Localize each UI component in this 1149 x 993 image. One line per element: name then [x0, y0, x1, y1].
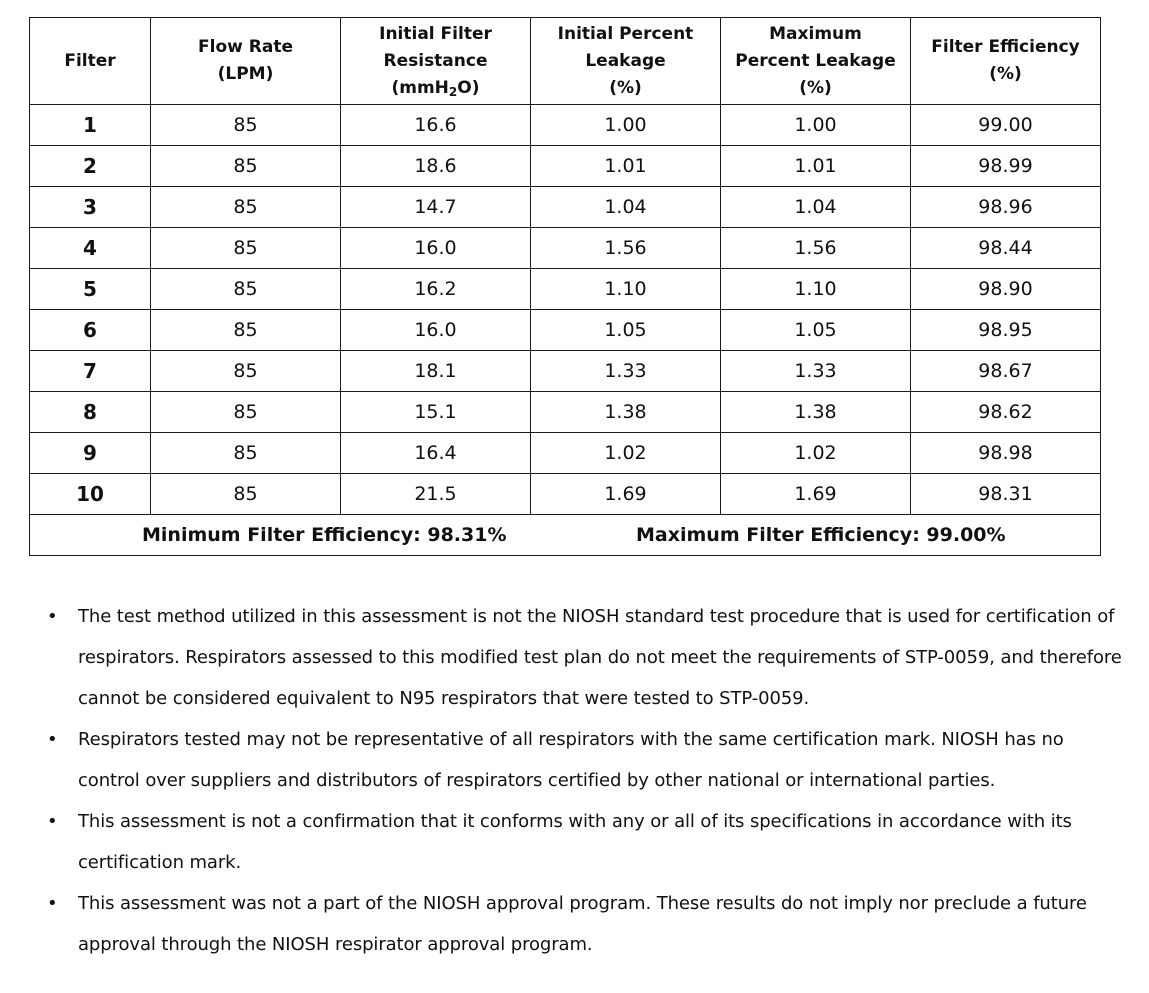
- max-efficiency-summary: Maximum Filter Efficiency: 99.00%: [636, 524, 1006, 546]
- cell-filter: 3: [30, 187, 151, 228]
- table-row: [30, 392, 1101, 433]
- cell-flow-rate: 85: [151, 269, 341, 310]
- note-text: Respirators tested may not be representative of all respirators with the same certification mark. NIOSH has no control over suppliers and distributors of respirators certified by other national or international parties.: [78, 729, 1064, 791]
- filter-results-table: [29, 17, 1101, 556]
- cell-initial-leakage: 1.33: [531, 351, 721, 392]
- cell-resistance: 16.0: [341, 310, 531, 351]
- cell-max-leakage: 1.01: [721, 146, 911, 187]
- cell-max-leakage: 1.38: [721, 392, 911, 433]
- cell-max-leakage: 1.02: [721, 433, 911, 474]
- cell-efficiency: 98.31: [911, 474, 1101, 515]
- note-item: [47, 883, 1127, 965]
- cell-efficiency: 98.62: [911, 392, 1101, 433]
- header-initial-leakage-line1: Initial Percent: [557, 23, 694, 44]
- note-text: This assessment is not a confirmation that it conforms with any or all of its specifications in accordance with its certification mark.: [78, 811, 1072, 873]
- cell-filter: 2: [30, 146, 151, 187]
- cell-filter: 7: [30, 351, 151, 392]
- cell-flow-rate: 85: [151, 392, 341, 433]
- cell-filter: 4: [30, 228, 151, 269]
- cell-filter: 5: [30, 269, 151, 310]
- summary-cell: [30, 515, 1101, 556]
- cell-initial-leakage: 1.10: [531, 269, 721, 310]
- cell-filter: 9: [30, 433, 151, 474]
- cell-flow-rate: 85: [151, 433, 341, 474]
- header-efficiency-line2: (%): [989, 64, 1022, 84]
- cell-initial-leakage: 1.02: [531, 433, 721, 474]
- header-initial-leakage-line3: (%): [609, 77, 642, 98]
- header-max-leakage-line1: Maximum: [769, 23, 862, 44]
- cell-efficiency: 98.96: [911, 187, 1101, 228]
- cell-flow-rate: 85: [151, 310, 341, 351]
- header-flow-rate-line1: Flow Rate: [198, 37, 293, 57]
- header-flow-rate: [151, 18, 341, 105]
- cell-max-leakage: 1.69: [721, 474, 911, 515]
- cell-filter: 8: [30, 392, 151, 433]
- note-item: [47, 801, 1127, 883]
- table-row: [30, 146, 1101, 187]
- table-row: [30, 187, 1101, 228]
- cell-efficiency: 98.67: [911, 351, 1101, 392]
- note-text: This assessment was not a part of the NIOSH approval program. These results do not imply nor preclude a future approval through the NIOSH respirator approval program.: [78, 893, 1087, 955]
- cell-flow-rate: 85: [151, 105, 341, 146]
- table-row: [30, 474, 1101, 515]
- table-row: [30, 228, 1101, 269]
- bullet-icon: •: [47, 893, 58, 914]
- header-efficiency-line1: Filter Efficiency: [931, 37, 1080, 57]
- cell-resistance: 16.4: [341, 433, 531, 474]
- header-max-leakage-line2: Percent Leakage: [735, 50, 896, 71]
- cell-resistance: 18.1: [341, 351, 531, 392]
- cell-flow-rate: 85: [151, 474, 341, 515]
- cell-efficiency: 98.95: [911, 310, 1101, 351]
- cell-flow-rate: 85: [151, 351, 341, 392]
- header-flow-rate-line2: (LPM): [217, 64, 274, 84]
- header-initial-leakage-line2: Leakage: [585, 50, 666, 71]
- cell-initial-leakage: 1.00: [531, 105, 721, 146]
- bullet-icon: •: [47, 811, 58, 832]
- cell-flow-rate: 85: [151, 146, 341, 187]
- cell-resistance: 15.1: [341, 392, 531, 433]
- header-max-leakage: [721, 18, 911, 105]
- cell-initial-leakage: 1.01: [531, 146, 721, 187]
- cell-resistance: 21.5: [341, 474, 531, 515]
- header-max-leakage-line3: (%): [799, 77, 832, 98]
- table-row: [30, 433, 1101, 474]
- header-resistance-line2: Resistance: [383, 50, 488, 71]
- table-row: [30, 310, 1101, 351]
- cell-flow-rate: 85: [151, 187, 341, 228]
- cell-max-leakage: 1.10: [721, 269, 911, 310]
- cell-initial-leakage: 1.56: [531, 228, 721, 269]
- table-header-row: [30, 18, 1101, 105]
- cell-efficiency: 98.98: [911, 433, 1101, 474]
- cell-max-leakage: 1.33: [721, 351, 911, 392]
- bullet-icon: •: [47, 729, 58, 750]
- header-initial-leakage: [531, 18, 721, 105]
- cell-resistance: 18.6: [341, 146, 531, 187]
- bullet-icon: •: [47, 606, 58, 627]
- header-resistance-unit-post: O): [457, 77, 480, 98]
- cell-efficiency: 98.99: [911, 146, 1101, 187]
- cell-max-leakage: 1.05: [721, 310, 911, 351]
- notes-list: [47, 596, 1127, 965]
- header-resistance: [341, 18, 531, 105]
- header-efficiency: [911, 18, 1101, 105]
- cell-initial-leakage: 1.05: [531, 310, 721, 351]
- note-item: [47, 596, 1127, 719]
- header-resistance-unit-pre: (mmH: [391, 77, 449, 98]
- header-resistance-line1: Initial Filter: [379, 23, 492, 44]
- note-item: [47, 719, 1127, 801]
- cell-filter: 6: [30, 310, 151, 351]
- cell-initial-leakage: 1.04: [531, 187, 721, 228]
- min-efficiency-summary: Minimum Filter Efficiency: 98.31%: [142, 524, 507, 546]
- header-resistance-unit-sub: 2: [448, 84, 458, 99]
- cell-initial-leakage: 1.38: [531, 392, 721, 433]
- cell-max-leakage: 1.04: [721, 187, 911, 228]
- table-row: [30, 269, 1101, 310]
- table-row: [30, 351, 1101, 392]
- cell-flow-rate: 85: [151, 228, 341, 269]
- header-filter: [30, 18, 151, 105]
- cell-max-leakage: 1.56: [721, 228, 911, 269]
- cell-resistance: 16.0: [341, 228, 531, 269]
- summary-row: [30, 515, 1101, 556]
- cell-efficiency: 99.00: [911, 105, 1101, 146]
- header-filter-label: Filter: [64, 50, 116, 71]
- cell-resistance: 16.6: [341, 105, 531, 146]
- cell-filter: 1: [30, 105, 151, 146]
- cell-filter: 10: [30, 474, 151, 515]
- cell-resistance: 14.7: [341, 187, 531, 228]
- table-body: [30, 105, 1101, 556]
- table-row: [30, 105, 1101, 146]
- cell-resistance: 16.2: [341, 269, 531, 310]
- cell-efficiency: 98.90: [911, 269, 1101, 310]
- note-text: The test method utilized in this assessment is not the NIOSH standard test procedure that is used for certification of respirators. Respirators assessed to this modified test plan do not meet the requirements of STP-0059, and therefore cannot be considered equivalent to N95 respirators that were tested to STP-0059.: [78, 606, 1122, 709]
- cell-efficiency: 98.44: [911, 228, 1101, 269]
- cell-initial-leakage: 1.69: [531, 474, 721, 515]
- cell-max-leakage: 1.00: [721, 105, 911, 146]
